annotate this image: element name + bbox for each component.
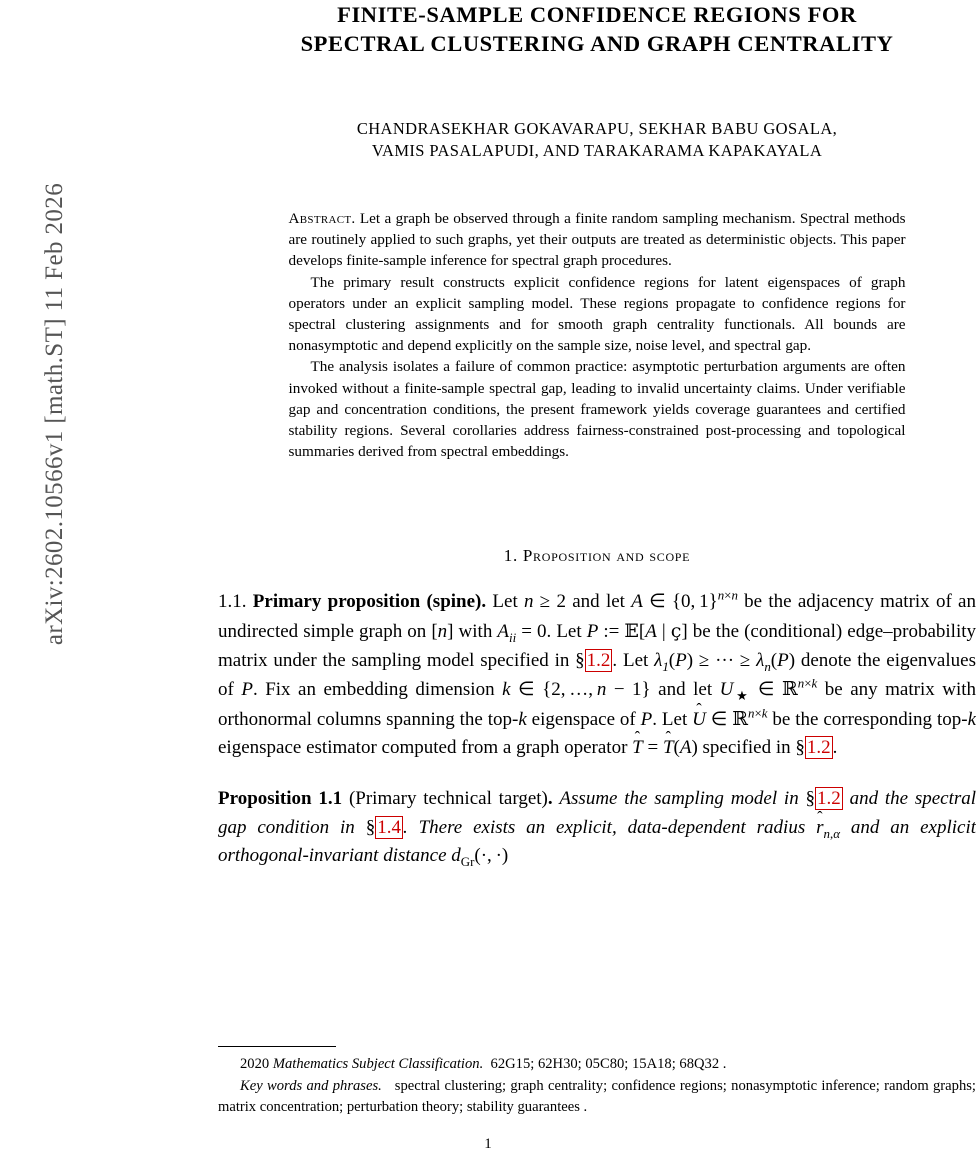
paper-content <box>218 0 976 871</box>
proposition-paren-title: (Primary technical target) <box>348 788 548 809</box>
page-number: 1 <box>484 1136 492 1152</box>
abstract-block <box>289 208 906 462</box>
proposition-label: Proposition 1.1 <box>218 788 343 809</box>
abstract-paragraph-3: The analysis isolates a failure of common practice: asymptotic perturbation arguments are often invoked without a finite-sample spectral gap, leading to invalid uncertainty claims. Under verifiable gap and concentration conditions, the present framework yields coverage guarantees and certified stability regions. Several corollaries address fairness-constrained post-processing and topological summaries derived from spectral embeddings. <box>288 358 906 461</box>
abstract-text-1: Let a graph be observed through a finite random sampling mechanism. Spectral methods are routinely applied to such graphs, yet their outputs are treated as deterministic objects. This paper develops finite-sample inference for spectral graph procedures. <box>288 210 906 270</box>
abstract-paragraph-1 <box>289 208 906 272</box>
footnote-divider <box>218 1046 336 1047</box>
msc-title: Mathematics Subject Classification. <box>272 1056 484 1072</box>
msc-value: 62G15; 62H30; 05C80; 15A18; 68Q32 . <box>490 1056 727 1072</box>
section-ref-1-2-a[interactable]: 1.2 <box>586 649 611 671</box>
keywords-value: spectral clustering; graph centrality; confidence regions; nonasymptotic inference; random graphs; matrix concentration; perturbation theory; stability guarantees . <box>218 1078 976 1115</box>
subsection-heading: Primary proposition (spine). <box>252 591 487 613</box>
msc-footnote <box>218 1054 976 1074</box>
author-list <box>218 118 976 162</box>
keywords-label: Key words and phrases. <box>240 1078 382 1095</box>
page-title <box>218 0 976 58</box>
keywords-footnote <box>218 1076 976 1117</box>
section-ref-1-4[interactable]: 1.4 <box>377 816 401 838</box>
section-number: 1. <box>503 546 518 566</box>
proposition-paragraph: Proposition 1.1 (Primary technical target). Assume the sampling model in § 1.2 and the spectral gap condition in § 1.4 . There exists an explicit, data-dependent radius $r_{n,\alpha}$ and an explicit orthogonal-invariant distance $d_{Gr}(\cdot$, ·) <box>218 788 976 869</box>
section-ref-1-2-c[interactable]: 1.2 <box>817 788 841 809</box>
subsection-paragraph: 1.1. Primary proposition (spine). Let n ≥ 2 and let A ∈ {0, 1}$^{n\times n}$ be the adjacency matrix of an undirected simple graph on [n] with $A_{ii} = 0$. Let P := 𝔼[A | ҫ] be the (conditional) edge–probability matrix under the sampling model specified in § 1.2 . Let $\lambda_1(P)$ ≥ ··· ≥ $\lambda_n(P)$ denote the eigenvalues of P. Fix an embedding dimension k ∈ {2, …, n − 1} and let $U_★$ ∈ ℝ$^{n\times k}$ be any matrix with orthonormal columns spanning the top-k eigenspace of P. Let U ∈ ℝ$^{n\times k}$ be the corresponding top-k eigenspace estimator computed from a graph operator T = T(A) specified in § 1.2 . <box>218 588 976 759</box>
title-line-1: FINITE-SAMPLE CONFIDENCE REGIONS FOR <box>337 2 857 27</box>
section-title: Proposition and scope <box>522 546 691 566</box>
section-heading <box>218 546 976 566</box>
section-ref-1-2-b[interactable]: 1.2 <box>806 737 831 759</box>
msc-year: 2020 <box>240 1056 270 1072</box>
abstract-label: Abstract. <box>288 210 356 227</box>
author-line-2: VAMIS PASALAPUDI, AND TARAKARAMA KAPAKAYALA <box>371 141 823 160</box>
subsection-number: 1.1. <box>218 591 247 613</box>
abstract-paragraph-2: The primary result constructs explicit confidence regions for latent eigenspaces of graph operators under an explicit sampling model. These regions propagate to confidence regions for spectral clustering assignments and for smooth graph centrality functionals. All bounds are nonasymptotic and depend explicitly on the sample size, noise level, and spectral gap. <box>288 273 906 355</box>
author-line-1: CHANDRASEKHAR GOKAVARAPU, SEKHAR BABU GOSALA, <box>356 119 838 138</box>
body-text <box>218 588 976 870</box>
footnote-block <box>218 1054 976 1117</box>
arxiv-identifier-stamp: arXiv:2602.10566v1 [math.ST] 11 Feb 2026 <box>41 182 68 646</box>
title-line-2: SPECTRAL CLUSTERING AND GRAPH CENTRALITY <box>300 31 894 56</box>
